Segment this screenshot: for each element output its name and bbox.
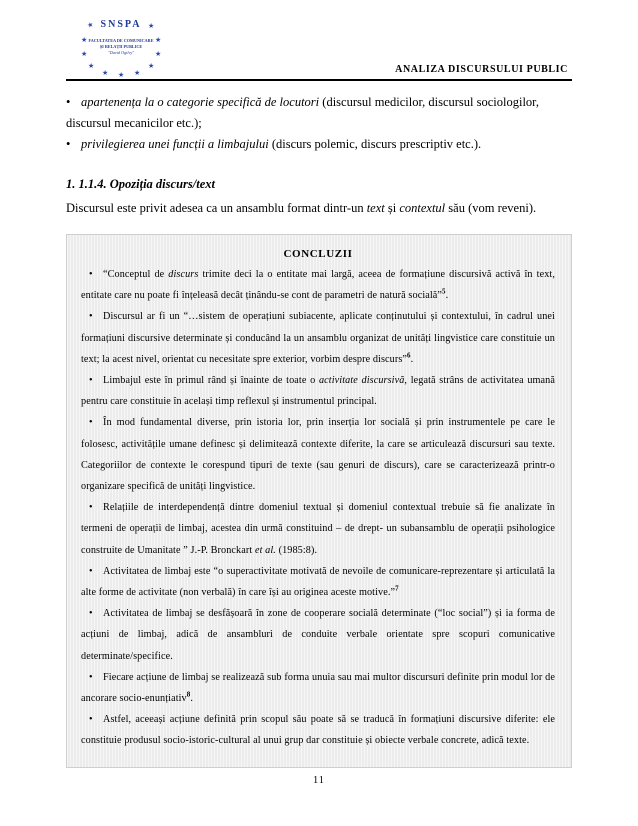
bullet-item <box>66 92 572 134</box>
bullet-icon: • <box>89 714 93 726</box>
bullet-text: (discurs polemic, discurs prescriptiv etc.). <box>268 137 482 151</box>
bullet-item <box>66 134 572 155</box>
footnote-ref: 7 <box>395 584 399 593</box>
bullet-icon: • <box>66 95 71 109</box>
conclusions-title: CONCLUZII <box>283 248 353 260</box>
svg-text:★: ★ <box>148 63 155 70</box>
bullet-icon: • <box>89 671 93 683</box>
conclusion-paragraph: • Limbajul este în primul rând și înainte de toate o activitate discursivă, legată strâns de activitatea umană pentru care constituie în același timp reflexul și instrumentul principal. <box>81 370 555 412</box>
bullet-icon: • <box>89 417 93 429</box>
conclusion-paragraph: • Relațiile de interdependență dintre domeniul textual și domeniul contextual trebuie să fie analizate în termeni de operații de limbaj, acestea din urmă constituind – de drept- un subansamblu de operații psihologice construite de Umanitate ” J.-P. Bronckart et al. (1985:8). <box>81 497 555 561</box>
conclusion-paragraph: • În mod fundamental diverse, prin istoria lor, prin inserția lor socială și prin instrumentele pe care le folosesc, activitățile umane definesc și delimitează contexte diferite, la care se articulează discursuri sau texte. Categoriilor de contexte le corespund tipuri de texte (sau genuri de discurs), care se caracterizează printr-o organizare specifică de unități lingvistice. <box>81 412 555 497</box>
bullet-icon: • <box>89 311 93 323</box>
bullet-icon: • <box>89 608 93 620</box>
bullet-icon: • <box>89 269 93 280</box>
bullet-text: (discursul medicilor, discursul sociologilor, discursul mecanicilor etc.); <box>66 95 539 130</box>
svg-text:★: ★ <box>81 37 88 44</box>
svg-text:★: ★ <box>102 70 109 77</box>
svg-text:★: ★ <box>86 21 95 30</box>
bullet-icon: • <box>89 502 93 514</box>
svg-text:★: ★ <box>81 51 88 58</box>
footnote-ref: 6 <box>407 351 411 360</box>
conclusions-box <box>66 234 572 768</box>
svg-text:"David Ogilvy": "David Ogilvy" <box>108 50 134 55</box>
svg-text:★: ★ <box>118 72 125 78</box>
conclusion-paragraph: • Fiecare acțiune de limbaj se realizează sub forma unuia sau mai multor discursuri definite prin modul lor de ancorare socio-enunțiativ$^8$. <box>81 667 555 709</box>
bullet-italic-text: privilegierea unei funcții a limbajului <box>81 137 269 151</box>
svg-text:★: ★ <box>155 51 162 58</box>
svg-text:★: ★ <box>148 23 155 30</box>
bullet-icon: • <box>66 137 71 151</box>
bullet-icon: • <box>89 375 93 387</box>
svg-text:SNSPA: SNSPA <box>100 19 142 30</box>
section-intro: Discursul este privit adesea ca un ansamblu format dintr-un text și contextul său (vom reveni). <box>66 201 537 215</box>
snspa-logo <box>76 12 166 78</box>
bullet-icon: • <box>89 565 93 577</box>
svg-text:ȘI RELAȚII PUBLICE: ȘI RELAȚII PUBLICE <box>99 44 143 49</box>
footnote-ref: 8 <box>186 690 191 699</box>
conclusion-paragraph: • Activitatea de limbaj este “o superactivitate motivată de nevoile de comunicare-reprezentare și articulată la alte forme de activitate (non verbală) în care își au originea aceste motive.”$^7$ <box>81 561 555 603</box>
running-header-title: ANALIZA DISCURSULUI PUBLIC <box>395 64 568 75</box>
snspa-emblem-icon <box>76 12 166 78</box>
conclusion-paragraph: • Astfel, aceeași acțiune definită prin scopul său poate să se traducă în formațiuni discursive diferite: ele constituie produsul socio-istoric-cultural al unui grup dar constituie și obiecte verbale concrete, adică texte. <box>81 709 555 751</box>
svg-text:★: ★ <box>134 70 141 77</box>
conclusion-paragraph: • Discursul ar fi un “…sistem de operațiuni subiacente, aplicate conținutului și contextului, în cadrul unei formațiuni discursive determinate și conducând la un ansamblu organizat de unități lingvistice care constituie un text; la acest nivel, orientat cu necesitate spre exterior, vorbim despre discurs”$^6$. <box>81 306 555 370</box>
svg-text:FACULTATEA DE COMUNICARE: FACULTATEA DE COMUNICARE <box>88 38 154 43</box>
header-divider <box>66 79 572 81</box>
section-heading: 1. 1.1.4. Opoziția discurs/text <box>66 177 215 191</box>
svg-text:★: ★ <box>88 63 95 70</box>
conclusion-paragraph: • “Conceptul de discurs trimite deci la o entitate mai largă, aceea de formațiune discursivă activă în text, entitate care nu poate fi înțeleasă decât ținându-se cont de parametri de natură socială”$^5$. <box>81 264 555 306</box>
main-content <box>66 92 572 218</box>
page-number: 11 <box>312 775 326 786</box>
bullet-italic-text: apartenența la o categorie specifică de locutori <box>81 95 320 109</box>
conclusion-paragraph: • Activitatea de limbaj se desfășoară în zone de cooperare socială determinate (“loc social”) și ia forma de acțiuni de limbaj, adică de ansambluri de conduite verbale orientate spre scopuri comunicative determinate/specifice. <box>81 603 555 667</box>
svg-text:★: ★ <box>155 37 162 44</box>
footnote-ref: 5 <box>442 287 446 296</box>
